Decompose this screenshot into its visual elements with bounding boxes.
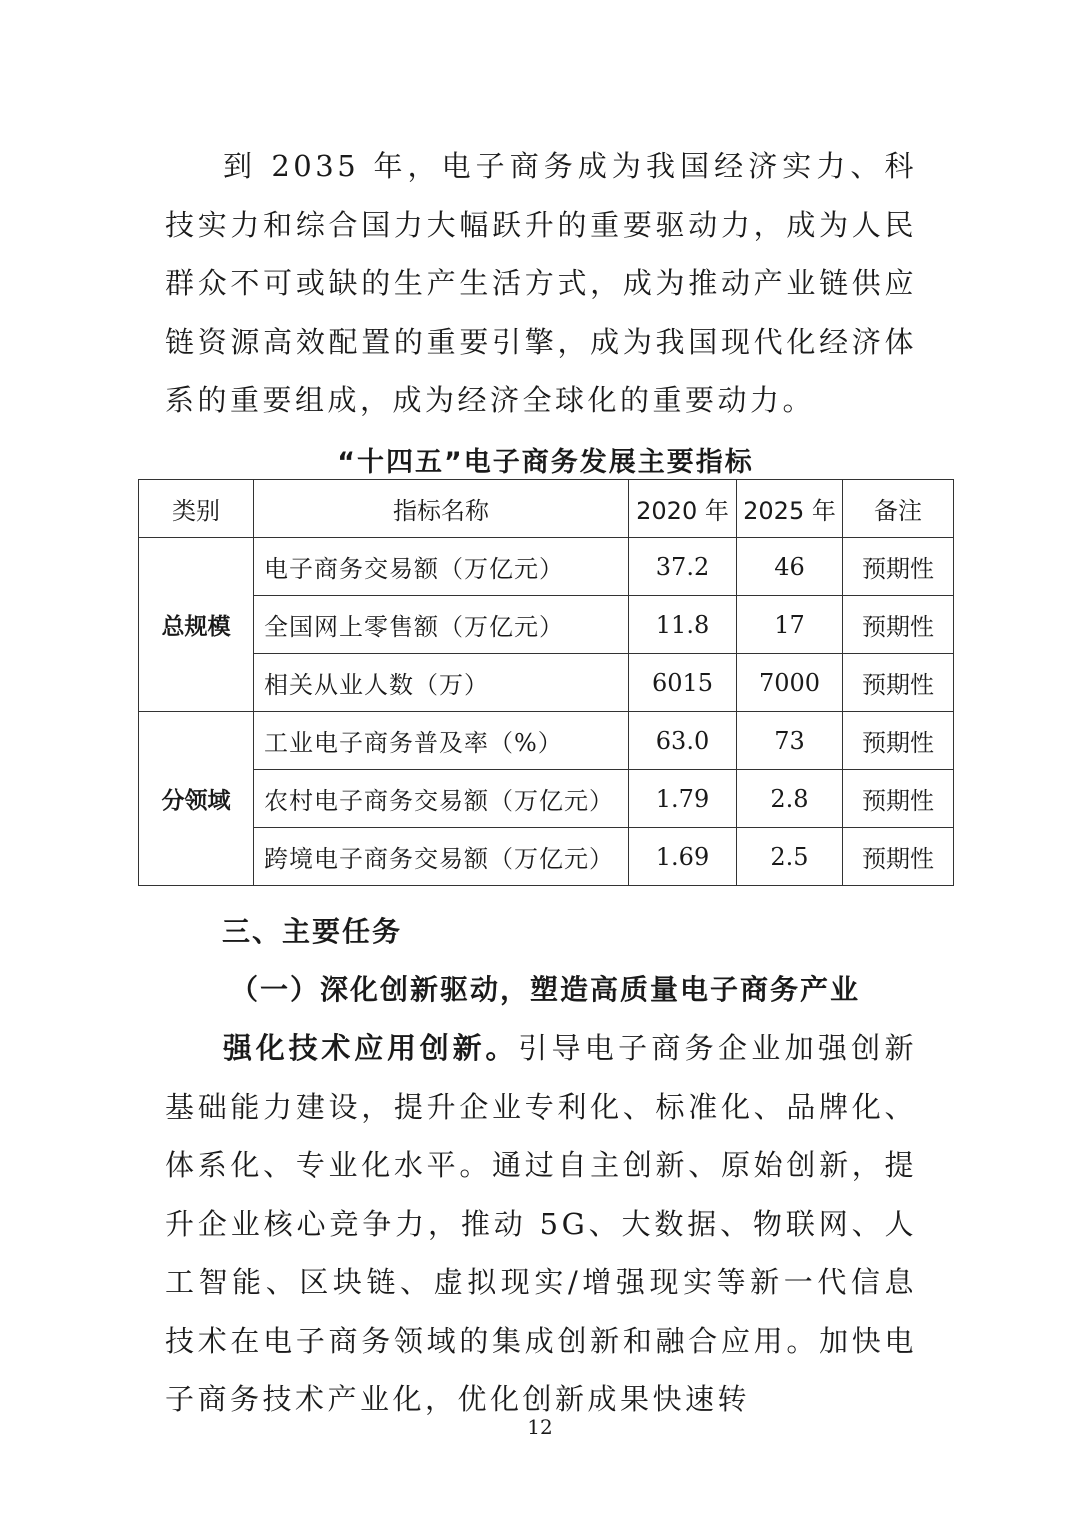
header-indicator-name: 指标名称 [254, 480, 629, 538]
category-cell: 分领域 [139, 712, 254, 886]
indicator-name: 工业电子商务普及率（%） [254, 712, 629, 770]
table-row [139, 828, 954, 886]
paragraph-text: 引导电子商务企业加强创新基础能力建设，提升企业专利化、标准化、品牌化、体系化、专业化水平。通过自主创新、原始创新，提升企业核心竞争力，推动 5G、大数据、物联网、人工智能、区块链、虚拟现实/增强现实等新一代信息技术在电子商务领域的集成创新和融合应用。加快电子商务技术产业化，优化创新成果快速转 [165, 1031, 917, 1416]
value-2020: 11.8 [629, 596, 737, 654]
value-2025: 73 [737, 712, 843, 770]
value-2020: 37.2 [629, 538, 737, 596]
value-2020: 1.69 [629, 828, 737, 886]
indicator-name: 全国网上零售额（万亿元） [254, 596, 629, 654]
table-row [139, 596, 954, 654]
category-cell: 总规模 [139, 538, 254, 712]
value-2025: 17 [737, 596, 843, 654]
header-2025: 2025 年 [737, 480, 843, 538]
table-row [139, 538, 954, 596]
table-row [139, 770, 954, 828]
value-2025: 2.5 [737, 828, 843, 886]
indicator-name: 相关从业人数（万） [254, 654, 629, 712]
header-2020: 2020 年 [629, 480, 737, 538]
note-cell: 预期性 [843, 712, 954, 770]
table-title: “十四五”电子商务发展主要指标 [337, 447, 754, 478]
header-note: 备注 [843, 480, 954, 538]
indicator-name: 电子商务交易额（万亿元） [254, 538, 629, 596]
value-2020: 63.0 [629, 712, 737, 770]
indicator-name: 跨境电子商务交易额（万亿元） [254, 828, 629, 886]
page-number: 12 [527, 1415, 553, 1439]
body-paragraph [165, 1019, 917, 1429]
subsection-heading: （一）深化创新驱动，塑造高质量电子商务产业 [230, 973, 861, 1006]
intro-paragraph: 到 2035 年，电子商务成为我国经济实力、科技实力和综合国力大幅跃升的重要驱动力，成为人民群众不可或缺的生产生活方式，成为推动产业链供应链资源高效配置的重要引擎，成为我国现代化经济体系的重要组成，成为经济全球化的重要动力。 [165, 149, 917, 417]
value-2020: 6015 [629, 654, 737, 712]
value-2025: 7000 [737, 654, 843, 712]
note-cell: 预期性 [843, 828, 954, 886]
table-row [139, 654, 954, 712]
indicators-table [138, 479, 954, 886]
note-cell: 预期性 [843, 770, 954, 828]
note-cell: 预期性 [843, 538, 954, 596]
paragraph-lead: 强化技术应用创新。 [223, 1031, 519, 1065]
section-heading: 三、主要任务 [222, 915, 403, 948]
value-2020: 1.79 [629, 770, 737, 828]
value-2025: 46 [737, 538, 843, 596]
table-row [139, 712, 954, 770]
indicator-name: 农村电子商务交易额（万亿元） [254, 770, 629, 828]
table-header-row [139, 480, 954, 538]
note-cell: 预期性 [843, 596, 954, 654]
value-2025: 2.8 [737, 770, 843, 828]
note-cell: 预期性 [843, 654, 954, 712]
header-category: 类别 [139, 480, 254, 538]
